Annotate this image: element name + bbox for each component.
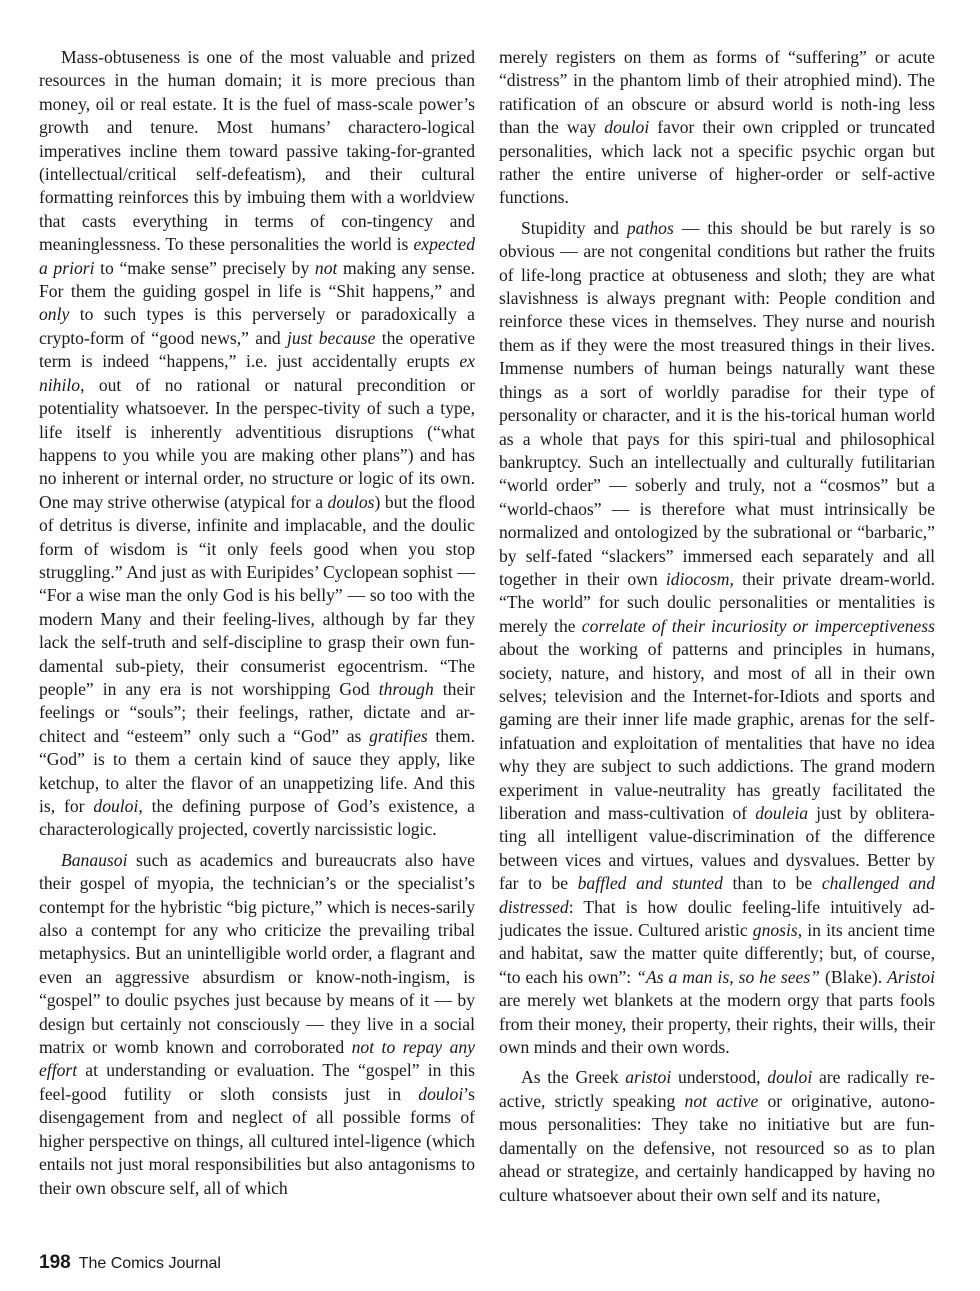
left-column — [39, 46, 475, 1200]
page-footer — [39, 1252, 221, 1274]
right-column — [499, 46, 935, 1207]
paragraph: As the Greek aristoi understood, douloi are radically re-active, strictly speaking not active or originative, autono-mous personalities: They take no initiative but are fun-damentally on the defensive, not resourced so as to plan ahead or strategize, and certainly handicapped by having no culture whatsoever about their own self and its nature, — [499, 1067, 935, 1205]
paragraph: Mass-obtuseness is one of the most valuable and prized resources in the human domain; it is more precious than money, oil or real estate. It is the fuel of mass-scale power’s growth and tenure. Most humans’ charactero-logical imperatives incline them toward passive taking-for-granted (intellectual/critical self-defeatism), and their cultural formatting reinforces this by imbuing them with a worldview that casts everything in terms of con-tingency and meaninglessness. To these personalities the world is expected a priori to “make sense” precisely by not making any sense. For them the guiding gospel in life is “Shit happens,” and only to such types is this perversely or paradoxically a crypto-form of “good news,” and just because the operative term is indeed “happens,” i.e. just accidentally erupts ex nihilo, out of no rational or natural precondition or potentiality whatsoever. In the perspec-tivity of such a type, life itself is inherently adventitious disruptions (“what happens to you while you are making other plans”) and has no inherent or internal order, no structure or logic of its own. One may strive otherwise (atypical for a doulos) but the flood of detritus is diverse, infinite and implacable, and the doulic form of wisdom is “it only feels good when you stop struggling.” And just as with Euripides’ Cyclopean sophist — “For a wise man the only God is his belly” — so too with the modern Many and their feeling-lives, although by far they lack the self-truth and self-discipline to grasp their own fun-damental sub-piety, their consumerist egocentrism. “The people” in any era is not worshipping God through their feelings or “souls”; their feelings, rather, dictate and ar-chitect and “esteem” only such a “God” as gratifies them. “God” is to them a certain kind of sauce they apply, like ketchup, to alter the flavor of an unappetizing life. And this is, for douloi, the defining purpose of God’s existence, a characterologically projected, covertly narcissistic logic. — [39, 47, 476, 840]
journal-name: The Comics Journal — [78, 1255, 221, 1272]
page-number: 198 — [39, 1252, 71, 1273]
paragraph: Stupidity and pathos — this should be but rarely is so obvious — are not congenital conditions but rather the fruits of life-long practice at obtuseness and sloth; they are what slavishness is always pregnant with: People condition and reinforce these vices in themselves. They nurse and nourish them as if they were the most treasured things in their lives. Immense numbers of human beings naturally want these things as a sort of worldly paradise for their type of personality or character, and it is the his-torical human world as a whole that pays for this spiri-tual and philosophical bankruptcy. Such an intellectually and culturally futilitarian “world order” — soberly and truly, not a “cosmos” but a “world-chaos” — is therefore what must intrinsically be normalized and ontologized by the subrational or “barbaric,” by self-fated “slackers” immersed each separately and all together in their own idiocosm, their private dream-world. “The world” for such doulic personalities or mentalities is merely the correlate of their incuriosity or imperceptiveness about the working of patterns and principles in humans, society, nature, and history, and most of all in their own selves; television and the Internet-for-Idiots and sports and gaming are their inner life made graphic, arenas for the self-infatuation and exploitation of mentalities that have no idea why they are subject to such addictions. The grand modern experiment in value-neutrality has greatly facilitated the liberation and mass-cultivation of douleia just by oblitera-ting all intelligent value-discrimination of the difference between vices and virtues, values and dysvalues. Better by far to be baffled and stunted than to be challenged and distressed: That is how doulic feeling-life intuitively ad-judicates the issue. Cultured aristic gnosis, in its ancient time and habitat, saw the matter quite differently; but, of course, “to each his own”: “As a man is, so he sees” (Blake). Aristoi are merely wet blankets at the modern orgy that parts fools from their money, their property, their rights, their wills, their own minds and their own words. — [499, 217, 935, 1058]
paragraph: Banausoi such as academics and bureaucrats also have their gospel of myopia, the technician’s or the specialist’s contempt for the hybristic “big picture,” which is neces-sarily also a contempt for any who criticize the prevailing tribal metaphysics. But an unintelligible world order, a flagrant and even an aggressive absurdism or know-noth-ingism, is “gospel” to doulic psyches just because by means of it — by design but certainly not consciously — they live in a social matrix or womb known and corroborated not to repay any effort at understanding or evaluation. The “gospel” in this feel-good futility or sloth consists just in douloi’s disengagement from and neglect of all possible forms of higher perspective on things, all cultured intel-ligence (which entails not just moral responsibilities but also antagonisms to their own obscure self, all of which — [39, 849, 475, 1198]
paragraph: merely registers on them as forms of “suffering” or acute “distress” in the phantom limb of their atrophied mind). The ratification of an obscure or absurd world is noth-ing less than the way douloi favor their own crippled or truncated personalities, which lack not a specific psychic organ but rather the entire universe of higher-order or self-active functions. — [499, 47, 935, 208]
